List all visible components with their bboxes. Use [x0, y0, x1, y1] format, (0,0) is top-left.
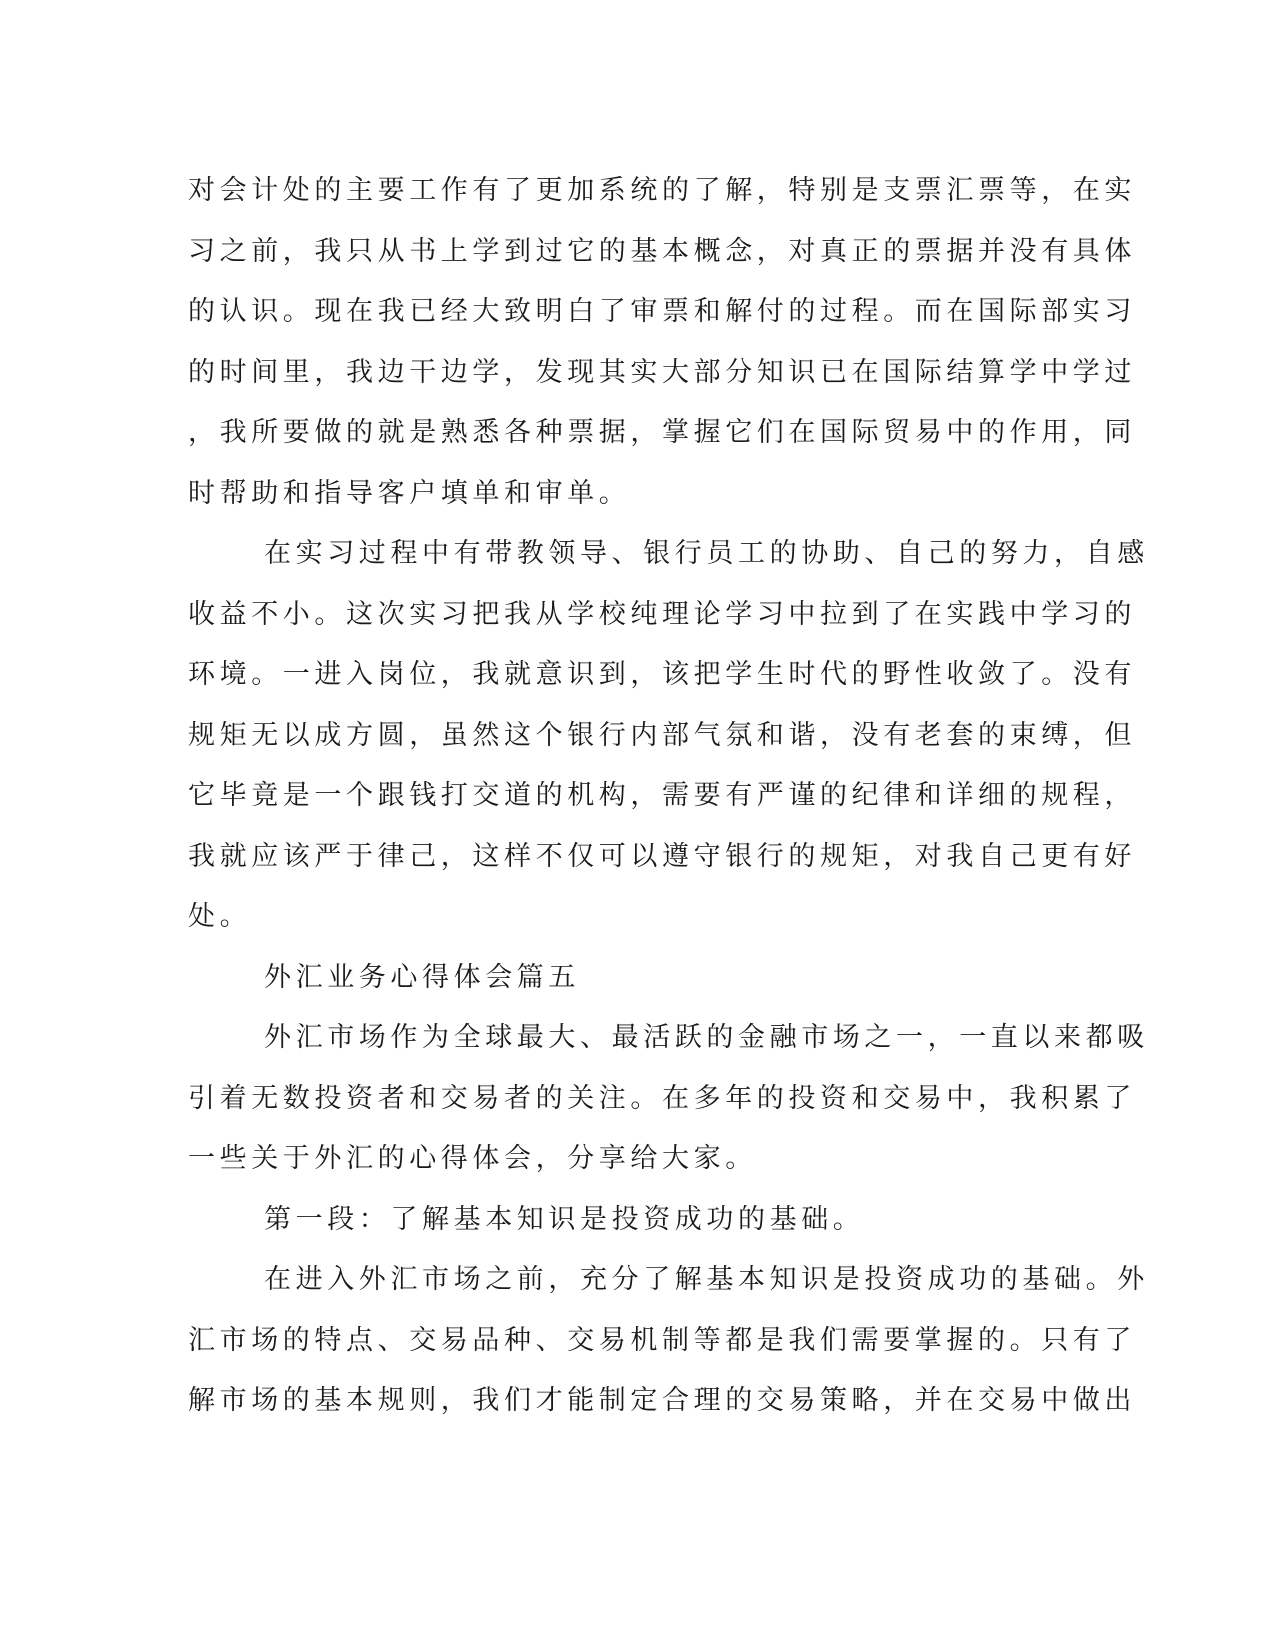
text-line: 我就应该严于律己，这样不仅可以遵守银行的规矩，对我自己更有好: [188, 840, 1136, 872]
paragraph-basic-knowledge: [188, 1250, 1149, 1432]
text-line: 习之前，我只从书上学到过它的基本概念，对真正的票据并没有具体: [188, 235, 1136, 267]
paragraph-internship-accounting: [188, 161, 1136, 524]
text-line: 解市场的基本规则，我们才能制定合理的交易策略，并在交易中做出: [188, 1385, 1136, 1416]
document-body: [188, 161, 1149, 1432]
subsection-heading: [188, 1190, 1088, 1251]
text-line: 收益不小。这次实习把我从学校纯理论学习中拉到了在实践中学习的: [188, 598, 1136, 630]
text-line: 它毕竟是一个跟钱打交道的机构，需要有严谨的纪律和详细的规程，: [188, 780, 1136, 811]
text-line: 对会计处的主要工作有了更加系统的了解，特别是支票汇票等，在实: [188, 175, 1136, 206]
text-line: 引着无数投资者和交易者的关注。在多年的投资和交易中，我积累了: [188, 1082, 1136, 1114]
text-line: 的时间里，我边干边学，发现其实大部分知识已在国际结算学中学过: [188, 356, 1136, 388]
text-line: 处。: [188, 901, 252, 932]
paragraph-forex-intro: [188, 1008, 1149, 1190]
text-line: 在实习过程中有带教领导、银行员工的协助、自己的努力，自感: [264, 538, 1149, 569]
text-line: 环境。一进入岗位，我就意识到，该把学生时代的野性收敛了。没有: [188, 659, 1136, 690]
text-line: 在进入外汇市场之前，充分了解基本知识是投资成功的基础。外: [264, 1264, 1149, 1295]
text-line: 外汇市场作为全球最大、最活跃的金融市场之一，一直以来都吸: [264, 1022, 1149, 1053]
text-line: 规矩无以成方圆，虽然这个银行内部气氛和谐，没有老套的束缚，但: [188, 719, 1136, 751]
text-line: 汇市场的特点、交易品种、交易机制等都是我们需要掌握的。只有了: [188, 1324, 1136, 1356]
text-line: 一些关于外汇的心得体会，分享给大家。: [188, 1143, 757, 1174]
section-title: 外汇业务心得体会篇五: [264, 961, 580, 993]
text-line: 的认识。现在我已经大致明白了审票和解付的过程。而在国际部实习: [188, 296, 1136, 327]
text-line: ，我所要做的就是熟悉各种票据，掌握它们在国际贸易中的作用，同: [188, 417, 1136, 448]
text-line: 时帮助和指导客户填单和审单。: [188, 477, 631, 509]
subsection-title: 第一段：了解基本知识是投资成功的基础。: [264, 1203, 865, 1235]
paragraph-internship-gains: [188, 524, 1149, 948]
section-heading: [188, 948, 1088, 1009]
